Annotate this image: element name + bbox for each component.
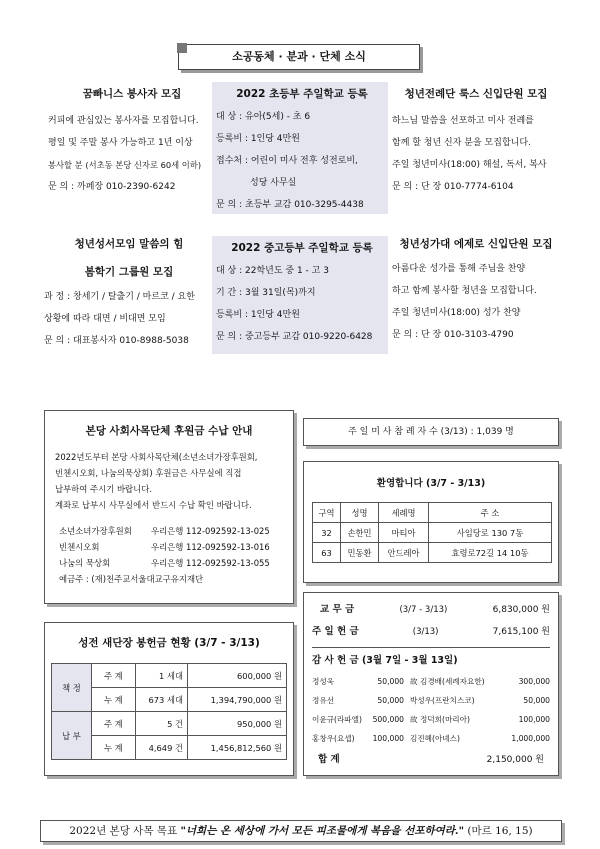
cell: 4,649 건	[136, 736, 188, 760]
account-holder: 예금주 : (재)천주교서울대교구유지재단	[59, 574, 204, 584]
youth-liturgy-notice	[388, 82, 560, 198]
account-number: 우리은행 112-092592-13-055	[151, 558, 270, 568]
cell: 63	[313, 543, 341, 563]
col-header: 세례명	[379, 503, 429, 523]
bullet-square-icon	[177, 43, 187, 53]
attendance-text: 주 일 미 사 참 례 자 수 (3/13) : 1,039 명	[348, 427, 514, 437]
text-line: 하고 함께 봉사할 청년을 모집합니다.	[392, 286, 537, 296]
total-label: 합 계	[318, 754, 340, 765]
thanks-list	[312, 672, 550, 748]
offering-period: (3/13)	[412, 627, 439, 637]
pastoral-goal-footer	[40, 820, 562, 842]
account-row	[59, 555, 283, 571]
text-line: 주일 청년미사(18:00) 성가 찬양	[392, 308, 521, 318]
amount: 100,000	[372, 734, 404, 743]
col-header: 주 소	[429, 503, 552, 523]
cell: 600,000 원	[188, 664, 287, 688]
account-name: 소년소녀가장후원회	[59, 526, 132, 536]
offering-label: 교 무 금	[320, 604, 355, 615]
attendance-box	[303, 418, 559, 446]
list-item	[312, 729, 550, 748]
amount: 100,000	[518, 715, 550, 724]
list-item	[312, 710, 550, 729]
text-line: 접수처 : 어린이 미사 전후 성전로비,	[216, 156, 358, 166]
text-line: 주일 청년미사(18:00) 해설, 독서, 복사	[392, 160, 547, 170]
donor: 정성욱	[312, 677, 335, 686]
account-row	[59, 539, 283, 555]
total-row	[312, 750, 550, 770]
text-line: 2022년도부터 본당 사회사목단체(소년소녀가장후원회,	[55, 452, 258, 462]
cell: 1,394,790,000 원	[188, 688, 287, 712]
table-row	[313, 543, 552, 563]
amount: 50,000	[377, 677, 404, 686]
choir-title: 청년성가대 에제로 신입단원 모집	[399, 238, 553, 250]
text-line: 하느님 말씀을 선포하고 미사 전례를	[392, 116, 534, 126]
text-line: 대 상 : 유아(5세) - 초 6	[216, 112, 311, 122]
text-line: 빈첸시오회, 나눔의묵상회) 후원금은 사무실에 직접	[55, 468, 242, 478]
text-line: 상황에 따라 대면 / 비대면 모임	[44, 314, 166, 324]
table-row	[52, 664, 287, 688]
offering-period: (3/7 - 3/13)	[399, 605, 448, 615]
social-title: 본당 사회사목단체 후원금 수납 안내	[85, 425, 253, 437]
text-line: 문 의 : 대표봉사자 010-8988-5038	[44, 336, 189, 346]
cell: 안드레아	[379, 543, 429, 563]
donor: 홍창우(요셉)	[312, 734, 355, 743]
offering-amount: 7,615,100 원	[492, 627, 550, 637]
footer-lead: 2022년 본당 사목 목표	[69, 825, 181, 837]
account-number: 우리은행 112-092592-13-025	[151, 526, 270, 536]
account-name: 나눔의 묵상회	[59, 558, 111, 568]
group-label: 책 정	[52, 664, 92, 712]
thanks-offering-title: 감 사 헌 금 (3월 7일 - 3월 13일)	[312, 647, 550, 670]
amount: 500,000	[372, 715, 404, 724]
table-row	[313, 523, 552, 543]
footer-ref: (마르 16, 15)	[464, 825, 533, 837]
kkum-title: 꿈빠니스 봉사자 모집	[82, 88, 182, 100]
text-line: 문 의 : 단 장 010-3103-4790	[392, 330, 514, 340]
table-row	[52, 712, 287, 736]
text-line: 납부하여 주시기 바랍니다.	[55, 484, 152, 494]
amount: 50,000	[377, 696, 404, 705]
cell: 사임당로 130 7동	[429, 523, 552, 543]
bible-notice	[44, 232, 214, 352]
cell: 1,456,812,560 원	[188, 736, 287, 760]
account-number: 우리은행 112-092592-13-016	[151, 542, 270, 552]
fund-title: 성전 새단장 봉헌금 현황 (3/7 - 3/13)	[78, 637, 260, 649]
text-line: 함께 할 청년 신자 분을 모집합니다.	[392, 138, 531, 148]
account-name: 빈첸시오회	[59, 542, 100, 552]
donor: 김진혜(아녜스)	[410, 734, 460, 743]
elem-school-notice	[212, 82, 388, 214]
section-title: 소공동체 · 분과 · 단체 소식	[232, 50, 366, 63]
text-line: 평일 및 주말 봉사 가능하고 1년 이상	[48, 138, 193, 148]
mid-title: 2022 중고등부 주일학교 등록	[231, 242, 373, 254]
offering-row	[312, 621, 550, 643]
text-line: 봉사할 분 (서초동 본당 신자로 60세 이하)	[48, 160, 202, 170]
section-header	[178, 44, 420, 70]
donor: 박성우(프란치스코)	[410, 696, 475, 705]
fund-table	[51, 663, 287, 760]
donor: 이윤규(라파엘)	[312, 715, 362, 724]
bible-title: 청년성서모임 말씀의 힘	[74, 238, 184, 250]
account-row	[59, 523, 283, 539]
cell: 누 계	[92, 688, 136, 712]
youth-title: 청년전례단 룩스 신입단원 모집	[404, 88, 548, 100]
list-item	[312, 691, 550, 710]
text-line: 아름다운 성가를 통해 주님을 찬양	[392, 264, 526, 274]
text-line: 문 의 : 단 장 010-7774-6104	[392, 182, 514, 192]
cell: 주 계	[92, 664, 136, 688]
text-line: 문 의 : 중고등부 교감 010-9220-6428	[216, 332, 373, 342]
donor: 故 김경배(세례자요한)	[410, 677, 485, 686]
text-line: 성당 사무실	[250, 178, 297, 188]
text-line: 대 상 : 22학년도 중 1 - 고 3	[216, 266, 329, 276]
welcome-table	[312, 502, 552, 563]
text-line: 등록비 : 1인당 4만원	[216, 310, 300, 320]
group-label: 납 부	[52, 712, 92, 760]
welcome-box	[303, 461, 559, 583]
amount: 1,000,000	[511, 734, 550, 743]
text-line: 문 의 : 까페장 010-2390-6242	[48, 182, 176, 192]
cell: 민동환	[341, 543, 379, 563]
text-line: 기 간 : 3월 31일(목)까지	[216, 288, 316, 298]
col-header: 성명	[341, 503, 379, 523]
elem-title: 2022 초등부 주일학교 등록	[236, 88, 368, 100]
social-fund-box	[44, 410, 294, 604]
cell: 1 세대	[136, 664, 188, 688]
offering-amount: 6,830,000 원	[492, 605, 550, 615]
amount: 300,000	[518, 677, 550, 686]
choir-notice	[388, 232, 560, 346]
text-line: 커피에 관심있는 봉사자를 모집합니다.	[48, 116, 199, 126]
text-line: 계좌로 납부시 사무실에서 반드시 수납 확인 바랍니다.	[55, 500, 252, 510]
list-item	[312, 672, 550, 691]
bible-subtitle: 봄학기 그룹원 모집	[84, 266, 174, 278]
cell: 손한민	[341, 523, 379, 543]
cell: 주 계	[92, 712, 136, 736]
welcome-title: 환영합니다 (3/7 - 3/13)	[376, 478, 486, 489]
text-line: 등록비 : 1인당 4만원	[216, 134, 300, 144]
offering-row	[312, 599, 550, 621]
col-header: 구역	[313, 503, 341, 523]
cell: 5 건	[136, 712, 188, 736]
kkum-notice	[48, 82, 216, 198]
cell: 누 계	[92, 736, 136, 760]
offering-label: 주 일 헌 금	[312, 626, 359, 637]
donor: 故 정덕희(마리아)	[410, 715, 470, 724]
cell: 마티아	[379, 523, 429, 543]
total-amount: 2,150,000 원	[486, 755, 544, 765]
renovation-fund-box	[44, 622, 294, 776]
text-line: 과 정 : 창세기 / 탈출기 / 마르코 / 요한	[44, 292, 195, 302]
amount: 50,000	[523, 696, 550, 705]
cell: 673 세대	[136, 688, 188, 712]
mid-school-notice	[212, 236, 388, 354]
footer-quote: "너희는 온 세상에 가서 모든 피조물에게 복음을 선포하여라."	[180, 825, 465, 837]
offering-box	[303, 592, 559, 776]
donor: 정유선	[312, 696, 335, 705]
cell: 950,000 원	[188, 712, 287, 736]
text-line: 문 의 : 초등부 교감 010-3295-4438	[216, 200, 364, 210]
cell: 32	[313, 523, 341, 543]
cell: 효령로72길 14 10동	[429, 543, 552, 563]
